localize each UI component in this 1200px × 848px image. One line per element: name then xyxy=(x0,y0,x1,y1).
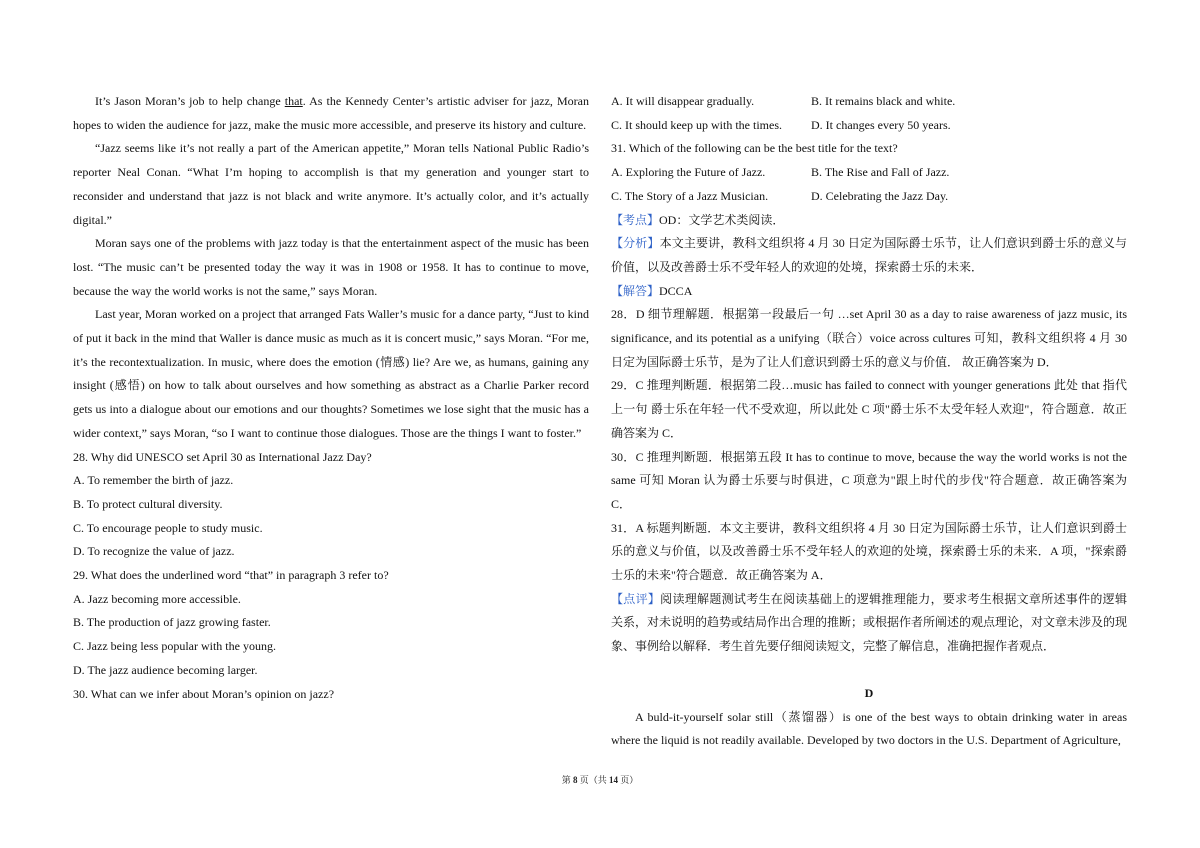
question-29: 29. What does the underlined word “that” in paragraph 3 refer to? xyxy=(73,568,389,583)
kaodian-section xyxy=(611,209,1127,233)
jieda-text: DCCA xyxy=(659,283,693,298)
question-31-option-a: A. Exploring the Future of Jazz. xyxy=(611,165,766,180)
underlined-word-that: that xyxy=(284,94,303,108)
answer-30-explanation: 30．C 推理判断题．根据第五段 It has to continue to move, because the way the world works is not the same 可知 Moran 认为爵士乐要与时俱进，C 项意为"跟上时代的步伐"符合题意．故正确答案为 C． xyxy=(611,449,1127,511)
section-d-paragraph-1: A buld-it-yourself solar still（蒸馏器）is one of the best ways to obtain drinking water in areas where the liquid is not readily available. Developed by two doctors in the U.S. Department of Agriculture, xyxy=(611,709,1127,748)
fenxi-label: 【分析】 xyxy=(611,236,660,251)
question-29-option-d: D. The jazz audience becoming larger. xyxy=(73,662,258,677)
question-28-option-a: A. To remember the birth of jazz. xyxy=(73,473,234,488)
kaodian-label: 【考点】 xyxy=(611,212,660,227)
question-28-option-d: D. To recognize the value of jazz. xyxy=(73,544,235,559)
question-28-option-c: C. To encourage people to study music. xyxy=(73,520,263,535)
question-31-option-b: B. The Rise and Fall of Jazz. xyxy=(811,165,950,180)
dianping-text: 阅读理解题测试考生在阅读基础上的逻辑推理能力，要求考生根据文章所述事件的逻辑关系，对未说明的趋势或结局作出合理的推断；或根据作者所阐述的观点理论，对文章未涉及的现象、事例给以解释．考生首先要仔细阅读短文，完整了解信息，准确把握作者观点． xyxy=(611,591,1128,654)
current-page-number: 8 xyxy=(572,775,578,785)
left-column xyxy=(73,90,589,706)
question-29-option-b: B. The production of jazz growing faster. xyxy=(73,615,271,630)
question-29-option-a: A. Jazz becoming more accessible. xyxy=(73,591,241,606)
question-31-option-c: C. The Story of a Jazz Musician. xyxy=(611,188,769,203)
question-30-options-ab xyxy=(611,90,1127,114)
answer-28-explanation: 28．D 细节理解题．根据第一段最后一句 …set April 30 as a day to raise awareness of jazz music, its significance, and its potential as a unifying（联合）voice across cultures 可知，教科文组织将 4 月 30 日定为国际爵士乐节，是为了让人们意识到爵士乐的意义与价值． 故正确答案为 D． xyxy=(611,307,1127,369)
question-30-option-b: B. It remains black and white. xyxy=(811,94,956,108)
question-30-option-c: C. It should keep up with the times. xyxy=(611,117,782,132)
section-d-heading: D xyxy=(864,685,874,700)
page-footer: 第 8 页（共 14 页） xyxy=(561,775,639,785)
question-28: 28. Why did UNESCO set April 30 as International Jazz Day? xyxy=(73,449,372,464)
question-30-options-cd xyxy=(611,114,1127,138)
passage-paragraph-3: Moran says one of the problems with jazz today is that the entertainment aspect of the music has been lost. “The music can’t be presented today the way it was in 1908 or 1958. It has to continue to move, because the way the world works is not the same,” says Moran. xyxy=(73,236,589,298)
question-31-options-ab xyxy=(611,161,1127,185)
fenxi-text: 本文主要讲，教科文组织将 4 月 30 日定为国际爵士乐节，让人们意识到爵士乐的意义与价值，以及改善爵士乐不受年轻人的欢迎的处境，探索爵士乐的未来． xyxy=(611,236,1127,274)
question-30: 30. What can we infer about Moran’s opinion on jazz? xyxy=(73,686,335,701)
dianping-label: 【点评】 xyxy=(611,591,661,606)
right-column xyxy=(611,90,1127,753)
total-page-count: 14 xyxy=(609,775,618,785)
answer-29-explanation: 29．C 推理判断题．根据第二段…music has failed to connect with younger generations 此处 that 指代上一句 爵士乐在年轻一代不受欢迎，所以此处 C 项"爵士乐不太受年轻人欢迎"，符合题意．故正确答案为 C． xyxy=(611,378,1127,440)
kaodian-text: OD：文学艺术类阅读． xyxy=(659,212,785,227)
passage-paragraph-2: “Jazz seems like it’s not really a part of the American appetite,” Moran tells National Public Radio’s reporter Neal Conan. “What I’m hoping to accomplish is that my generation and younger start to reconsider and understand that jazz is not black and write anymore. It’s actually color, and it’s actually digital.” xyxy=(73,141,589,227)
question-30-option-a: A. It will disappear gradually. xyxy=(611,94,755,108)
question-29-option-c: C. Jazz being less popular with the young. xyxy=(73,639,276,654)
jieda-section xyxy=(611,280,1127,304)
question-31: 31. Which of the following can be the best title for the text? xyxy=(611,141,898,156)
passage-paragraph-4: Last year, Moran worked on a project that arranged Fats Waller’s music for a dance party, “Just to kind of put it back in the mind that Waller is dance music as much as it is concert music,” says Moran. “For me, it’s the recontextualization. In music, where does the emotion (情感) lie? Are we, as humans, gaining any insight (感悟) on how to talk about ourselves and how something as abstract as a Charlie Parker record gets us into a dialogue about our emotions and our thoughts? Sometimes we lose sight that the music has a wider context,” says Moran, “so I want to continue those dialogues. Those are the things I want to foster.” xyxy=(73,307,589,440)
question-30-option-d: D. It changes every 50 years. xyxy=(811,117,951,132)
jieda-label: 【解答】 xyxy=(611,283,660,298)
question-31-option-d: D. Celebrating the Jazz Day. xyxy=(811,188,949,203)
question-28-option-b: B. To protect cultural diversity. xyxy=(73,496,223,511)
question-31-options-cd xyxy=(611,185,1127,209)
fenxi-section xyxy=(611,232,1127,279)
dianping-section xyxy=(611,588,1127,659)
passage-paragraph-1: It’s Jason Moran’s job to help change that. As the Kennedy Center’s artistic adviser for jazz, Moran hopes to widen the audience for jazz, make the music more accessible, and preserve its history and culture. xyxy=(73,94,589,132)
answer-31-explanation: 31．A 标题判断题．本文主要讲，教科文组织将 4 月 30 日定为国际爵士乐节，让人们意识到爵士乐的意义与价值，以及改善爵士乐不受年轻人的欢迎的处境，探索爵士乐的未来．A 项，"探索爵士乐的未来"符合题意．故正确答案为 A． xyxy=(611,520,1127,583)
